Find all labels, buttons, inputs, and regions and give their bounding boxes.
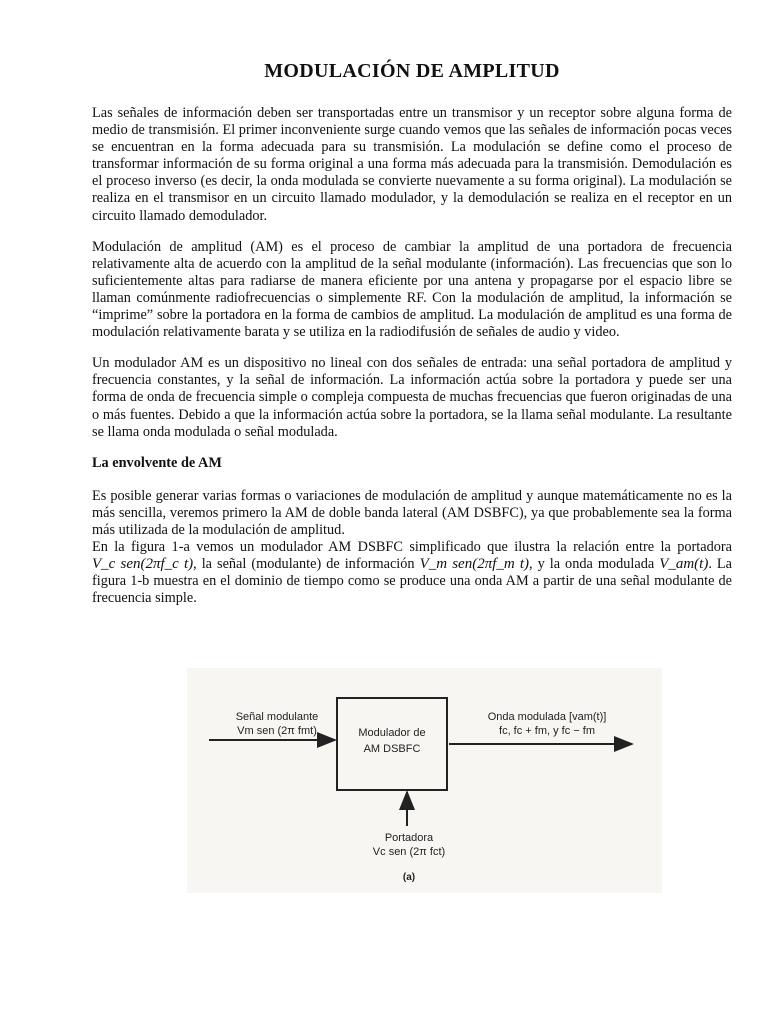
paragraph-3: Un modulador AM es un dispositivo no lineal con dos señales de entrada: una señal portadora de amplitud y frecuencia constantes, y la señal de información. La información actúa sobre la portadora y puede ser una forma de onda de frecuencia simple o compleja compuesta de muchas frecuencias que fueron originadas de una o más fuentes. Debido a que la información actúa sobre la portadora, se la llama señal modulante. La resultante se llama onda modulada o señal modulada.	[92, 355, 732, 440]
paragraph-1: Las señales de información deben ser transportadas entre un transmisor y un receptor sobre alguna forma de medio de transmisión. El primer inconveniente surge cuando vemos que las señales de información pocas veces se encuentran en la forma adecuada para su transmisión. La modulación se define como el proceso de transformar información de su forma original a una forma más adecuada para la transmisión. Demodulación es el proceso inverso (es decir, la onda modulada se convierte nuevamente a su forma original). La modulación se realiza en el transmisor en un circuito llamado modulador, y la demodulación se realiza en el receptor en un circuito llamado demodulador.	[92, 105, 732, 224]
paragraph-5	[92, 539, 732, 607]
modulating-formula: V_m sen(2πf_m t)	[419, 556, 530, 573]
document-page	[92, 60, 732, 621]
modulator-label-line1: Modulador de	[358, 727, 426, 739]
paragraph-2: Modulación de amplitud (AM) es el proceso de cambiar la amplitud de una portadora de frecuencia relativamente alta de acuerdo con la amplitud de la señal modulante (información). Las frecuencias que son lo suficientemente altas para radiarse de manera eficiente por una antena y propagarse por el espacio libre se llaman comúnmente radiofrecuencias o simplemente RF. Con la modulación de amplitud, la información se “imprime” sobre la portadora en la forma de cambios de amplitud. La modulación de amplitud es una forma de modulación relativamente barata y se utiliza en la radiodifusión de señales de audio y video.	[92, 238, 732, 341]
modulated-wave-formula: V_am(t)	[659, 556, 709, 573]
block-diagram-figure	[187, 668, 662, 893]
paragraph-5-text-4: . La figura 1-b muestra en el dominio de tiempo como se produce una onda AM a partir de una señal modulante de frecuencia simple.	[92, 556, 732, 607]
modulator-label-line2: AM DSBFC	[363, 743, 421, 755]
block-diagram	[187, 668, 662, 893]
paragraph-5-text-1: En la figura 1-a vemos un modulador AM DSBFC simplificado que ilustra la relación entre la portadora	[92, 538, 732, 555]
output-signal-formula: fc, fc + fm, y fc − fm	[499, 725, 595, 737]
carrier-formula: V_c sen(2πf_c t)	[92, 556, 194, 573]
figure-caption: (a)	[402, 872, 416, 883]
section-heading: La envolvente de AM	[92, 454, 222, 471]
carrier-label: Portadora	[384, 832, 434, 844]
paragraph-5-text-3: , y la onda modulada	[529, 556, 660, 573]
input-signal-label: Señal modulante	[235, 711, 319, 723]
paragraph-5-text-2: , la señal (modulante) de información	[193, 556, 420, 573]
document-title: MODULACIÓN DE AMPLITUD	[264, 60, 560, 82]
output-signal-label: Onda modulada [vam(t)]	[487, 711, 607, 723]
paragraph-4: Es posible generar varias formas o variaciones de modulación de amplitud y aunque matemáticamente no es la más sencilla, veremos primero la AM de doble banda lateral (AM DSBFC), ya que probablemente sea la forma más utilizada de la modulación de amplitud.	[92, 487, 732, 538]
carrier-formula-label: Vc sen (2π fct)	[372, 846, 446, 858]
input-signal-formula: Vm sen (2π fmt)	[237, 725, 317, 737]
